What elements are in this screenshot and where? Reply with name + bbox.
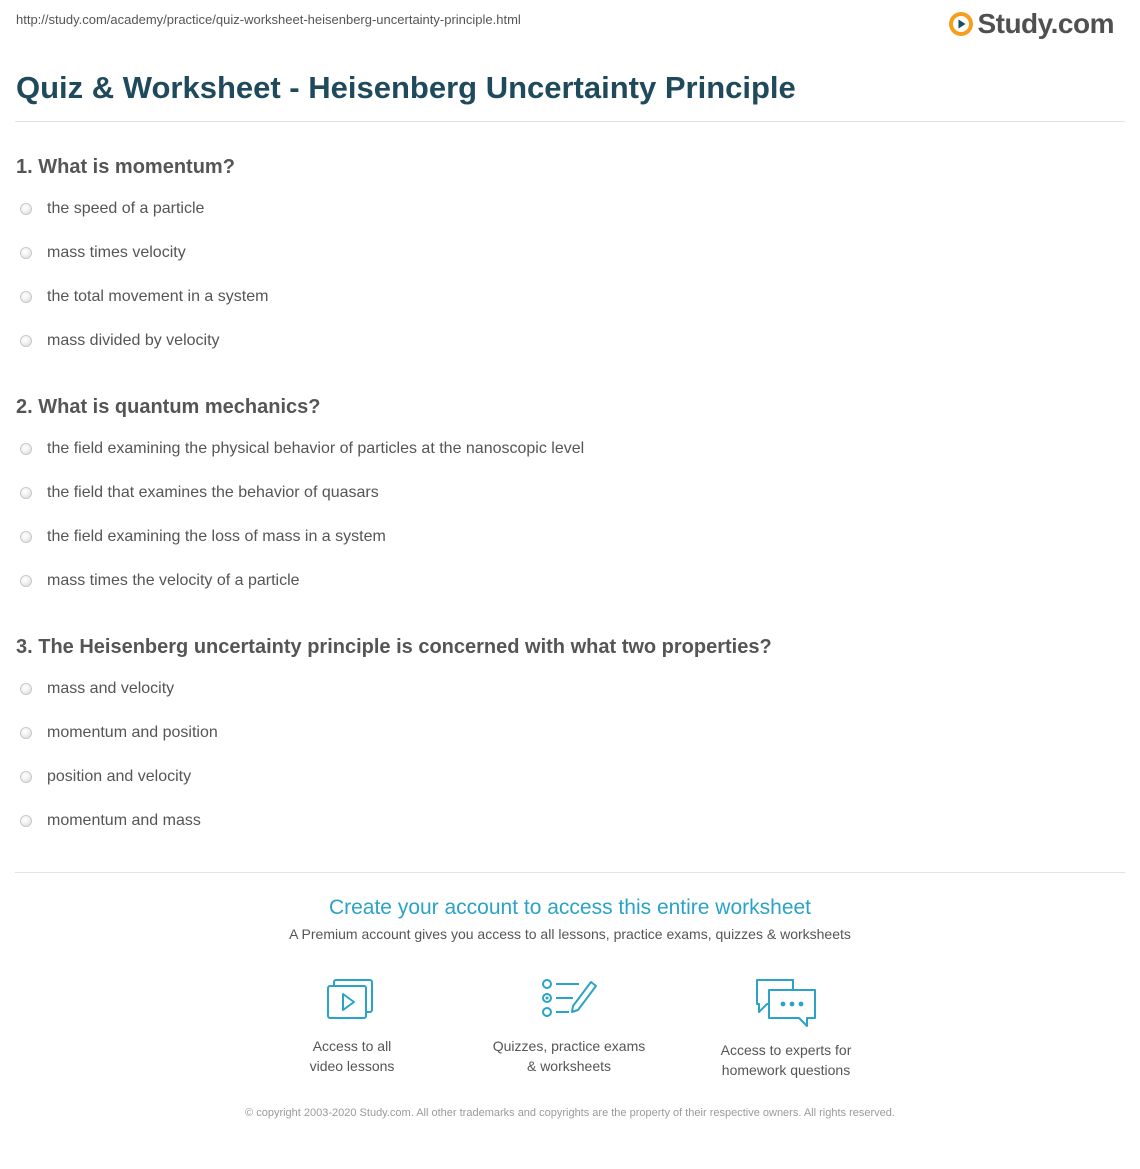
create-account-link[interactable]: Create your account to access this entire worksheet <box>328 896 812 919</box>
title-divider <box>15 121 1125 122</box>
feature-line: Access to all <box>312 1038 392 1054</box>
question-1-choice-1[interactable] <box>20 200 204 218</box>
copyright-footer: © copyright 2003-2020 Study.com. All other trademarks and copyrights are the property of their respective owners. All rights reserved. <box>245 1107 895 1119</box>
quiz-checklist-icon <box>539 976 599 1024</box>
premium-description: A Premium account gives you access to all lessons, practice exams, quizzes & worksheets <box>289 926 851 942</box>
radio-button[interactable] <box>20 683 32 695</box>
question-2-choice-3[interactable] <box>20 528 386 546</box>
choice-label: the field examining the physical behavior of particles at the nanoscopic level <box>47 440 585 457</box>
feature-video-lessons <box>262 976 442 1076</box>
feature-line: homework questions <box>721 1062 851 1078</box>
feature-line: Quizzes, practice exams <box>492 1038 646 1054</box>
radio-button[interactable] <box>20 443 32 455</box>
question-2-choice-4[interactable] <box>20 572 300 590</box>
choice-label: the total movement in a system <box>47 288 269 305</box>
question-2-choice-2[interactable] <box>20 484 379 502</box>
radio-button[interactable] <box>20 531 32 543</box>
question-1-choice-2[interactable] <box>20 244 186 262</box>
question-1-title: 1. What is momentum? <box>16 156 235 178</box>
question-3-title: 3. The Heisenberg uncertainty principle is concerned with what two properties? <box>16 636 772 658</box>
choice-label: mass times the velocity of a particle <box>47 572 300 589</box>
chat-bubbles-icon <box>753 976 819 1028</box>
choice-label: the field examining the loss of mass in a system <box>47 528 386 545</box>
video-lessons-icon <box>324 976 380 1024</box>
choice-label: mass and velocity <box>47 680 175 697</box>
radio-button[interactable] <box>20 575 32 587</box>
question-3-choice-3[interactable] <box>20 768 191 786</box>
play-circle-icon <box>949 12 973 36</box>
logo-text: Study.com <box>977 8 1114 39</box>
feature-quizzes <box>479 976 659 1076</box>
question-1-choice-4[interactable] <box>20 332 220 350</box>
question-2-title: 2. What is quantum mechanics? <box>16 396 321 418</box>
question-3-choice-4[interactable] <box>20 812 201 830</box>
choice-label: the field that examines the behavior of quasars <box>47 484 379 501</box>
feature-experts <box>696 976 876 1080</box>
page-title: Quiz & Worksheet - Heisenberg Uncertainty Principle <box>16 70 796 105</box>
choice-label: position and velocity <box>47 768 192 785</box>
study-logo[interactable] <box>949 8 1114 40</box>
section-divider <box>15 872 1125 873</box>
radio-button[interactable] <box>20 815 32 827</box>
question-3-choice-1[interactable] <box>20 680 174 698</box>
radio-button[interactable] <box>20 335 32 347</box>
radio-button[interactable] <box>20 771 32 783</box>
feature-line: video lessons <box>309 1058 395 1074</box>
choice-label: mass times velocity <box>47 244 186 261</box>
radio-button[interactable] <box>20 487 32 499</box>
page-url: http://study.com/academy/practice/quiz-worksheet-heisenberg-uncertainty-principle.html <box>16 12 521 27</box>
radio-button[interactable] <box>20 727 32 739</box>
question-2-choice-1[interactable] <box>20 440 584 458</box>
choice-label: mass divided by velocity <box>47 332 220 349</box>
choice-label: the speed of a particle <box>47 200 205 217</box>
question-1-choice-3[interactable] <box>20 288 268 306</box>
choice-label: momentum and mass <box>47 812 201 829</box>
radio-button[interactable] <box>20 247 32 259</box>
feature-line: Access to experts for <box>720 1042 852 1058</box>
question-3-choice-2[interactable] <box>20 724 218 742</box>
radio-button[interactable] <box>20 203 32 215</box>
choice-label: momentum and position <box>47 724 218 741</box>
feature-line: & worksheets <box>526 1058 612 1074</box>
radio-button[interactable] <box>20 291 32 303</box>
